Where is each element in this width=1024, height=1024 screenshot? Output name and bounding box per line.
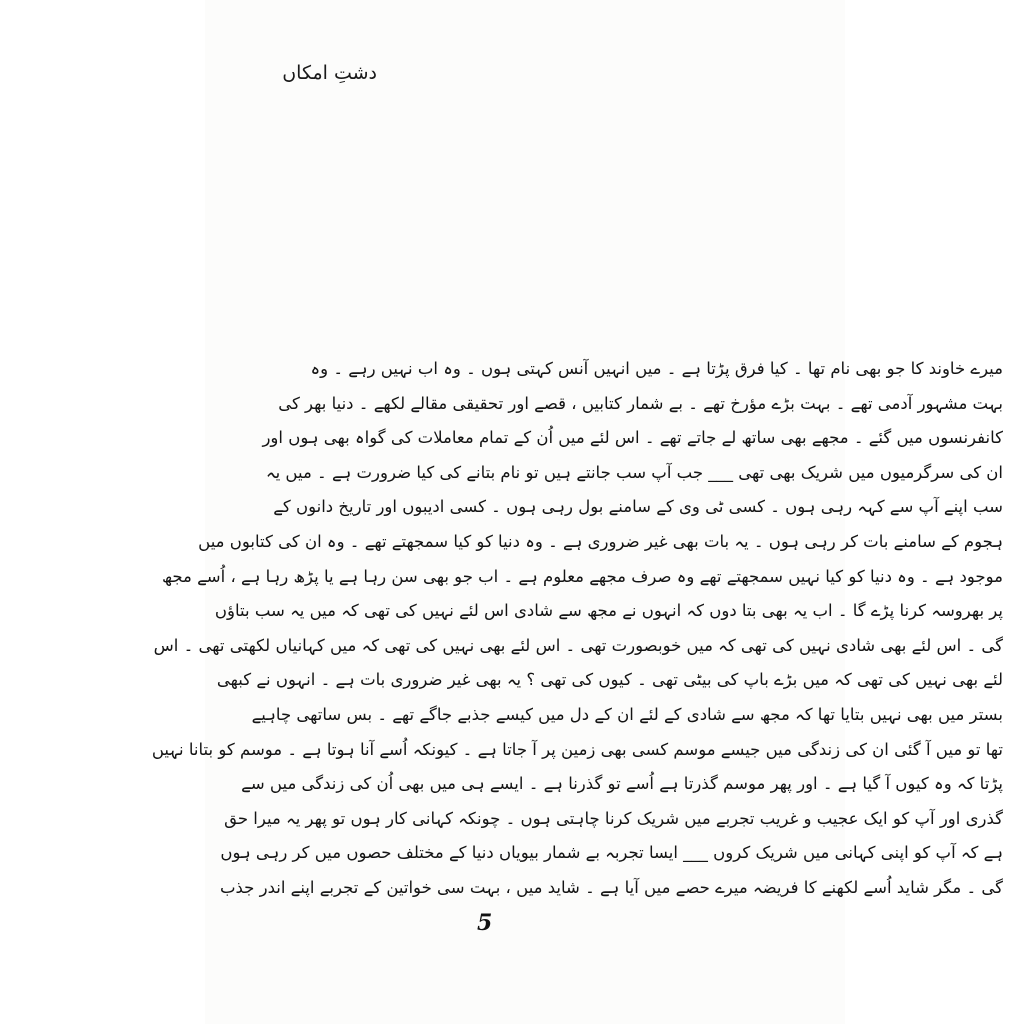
text-line: تھا تو میں آ گئی ان کی زندگی میں جیسے موسم کسی بھی زمین پر آ جاتا ہے ۔ کیونکہ اُسے آنا ہوتا ہے ۔ موسم کو بتانا نہیں — [151, 739, 1003, 759]
text-line: بہت مشہور آدمی تھے ۔ بہت بڑے مؤرخ تھے ۔ بے شمار کتابیں ، قصے اور تحقیقی مقالے لکھے ۔ دنیا بھر کی — [278, 393, 1003, 413]
text-line: سب اپنے آپ سے کہہ رہی ہوں ۔ کسی ٹی وی کے سامنے بول رہی ہوں ۔ کسی ادیبوں اور تاریخ دانوں کے — [273, 497, 1003, 517]
text-line: پر بھروسہ کرنا پڑے گا ۔ اب یہ بھی بتا دوں کہ انہوں نے مجھ سے شادی اس لئے نہیں کی تھی کہ میں یہ سب بتاؤں — [214, 601, 1003, 621]
text-line: میرے خاوند کا جو بھی نام تھا ۔ کیا فرق پڑتا ہے ۔ میں انہیں آنس کہتی ہوں ۔ وہ اب نہیں رہے ۔ وہ — [310, 359, 1003, 378]
book-page — [151, 0, 1003, 1024]
text-line: کانفرنسوں میں گئے ۔ مجھے بھی ساتھ لے جاتے تھے ۔ اس لئے میں اُن کے تمام معاملات کی گواہ بھی ہوں اور — [262, 428, 1003, 448]
text-line: پڑتا کہ وہ کیوں آ گیا ہے ۔ اور پھر موسم گذرتا ہے اُسے تو گذرنا ہے ۔ ایسے ہی میں بھی اُن کی زندگی میں سے — [241, 774, 1003, 794]
text-line: موجود ہے ۔ وہ دنیا کو کیا نہیں سمجھتے تھے وہ صرف مجھے معلوم ہے ۔ اب جو بھی سن رہا ہے یا پڑھ رہا ہے ، اُسے مجھ — [161, 566, 1003, 586]
text-line: گی ۔ اس لئے بھی شادی نہیں کی تھی کہ میں خوبصورت تھی ۔ اس لئے بھی نہیں کی تھی کہ میں کہانیاں لکھتی تھی ۔ اس — [153, 635, 1003, 655]
text-line: لئے بھی نہیں کی تھی کہ میں بڑے باپ کی بیٹی تھی ۔ کیوں کی تھی ؟ یہ بھی غیر ضروری بات ہے ۔ انہوں نے کبھی — [216, 670, 1003, 690]
text-line: ہے کہ آپ کو اپنی کہانی میں شریک کروں ___ ایسا تجربہ بے شمار بیویاں دنیا کے مختلف حصوں میں کر رہی ہوں — [220, 843, 1003, 863]
page-number: 5 — [477, 910, 493, 936]
body-text — [151, 352, 1003, 906]
running-head: دشتِ امکاں — [282, 62, 377, 84]
text-line: ہجوم کے سامنے بات کر رہی ہوں ۔ یہ بات بھی غیر ضروری ہے ۔ وہ دنیا کو کیا سمجھتے تھے ۔ وہ ان کی کتابوں میں — [198, 531, 1003, 551]
text-line: ان کی سرگرمیوں میں شریک بھی تھی ___ جب آپ سب جانتے ہیں تو نام بتانے کی کیا ضرورت ہے ۔ میں یہ — [265, 462, 1003, 482]
text-line: گی ۔ مگر شاید اُسے لکھنے کا فریضہ میرے حصے میں آیا ہے ۔ شاید میں ، بہت سی خواتین کے تجربے اپنے اندر جذب — [219, 877, 1003, 897]
text-line: بستر میں بھی نہیں بتایا تھا کہ مجھ سے شادی کے لئے ان کے دل میں کیسے جذبے جاگے تھے ۔ بس ساتھی چاہیے — [251, 704, 1003, 724]
text-line: گذری اور آپ کو ایک عجیب و غریب تجربے میں شریک کرنا چاہتی ہوں ۔ چونکہ کہانی کار ہوں تو پھر یہ میرا حق — [224, 808, 1003, 828]
